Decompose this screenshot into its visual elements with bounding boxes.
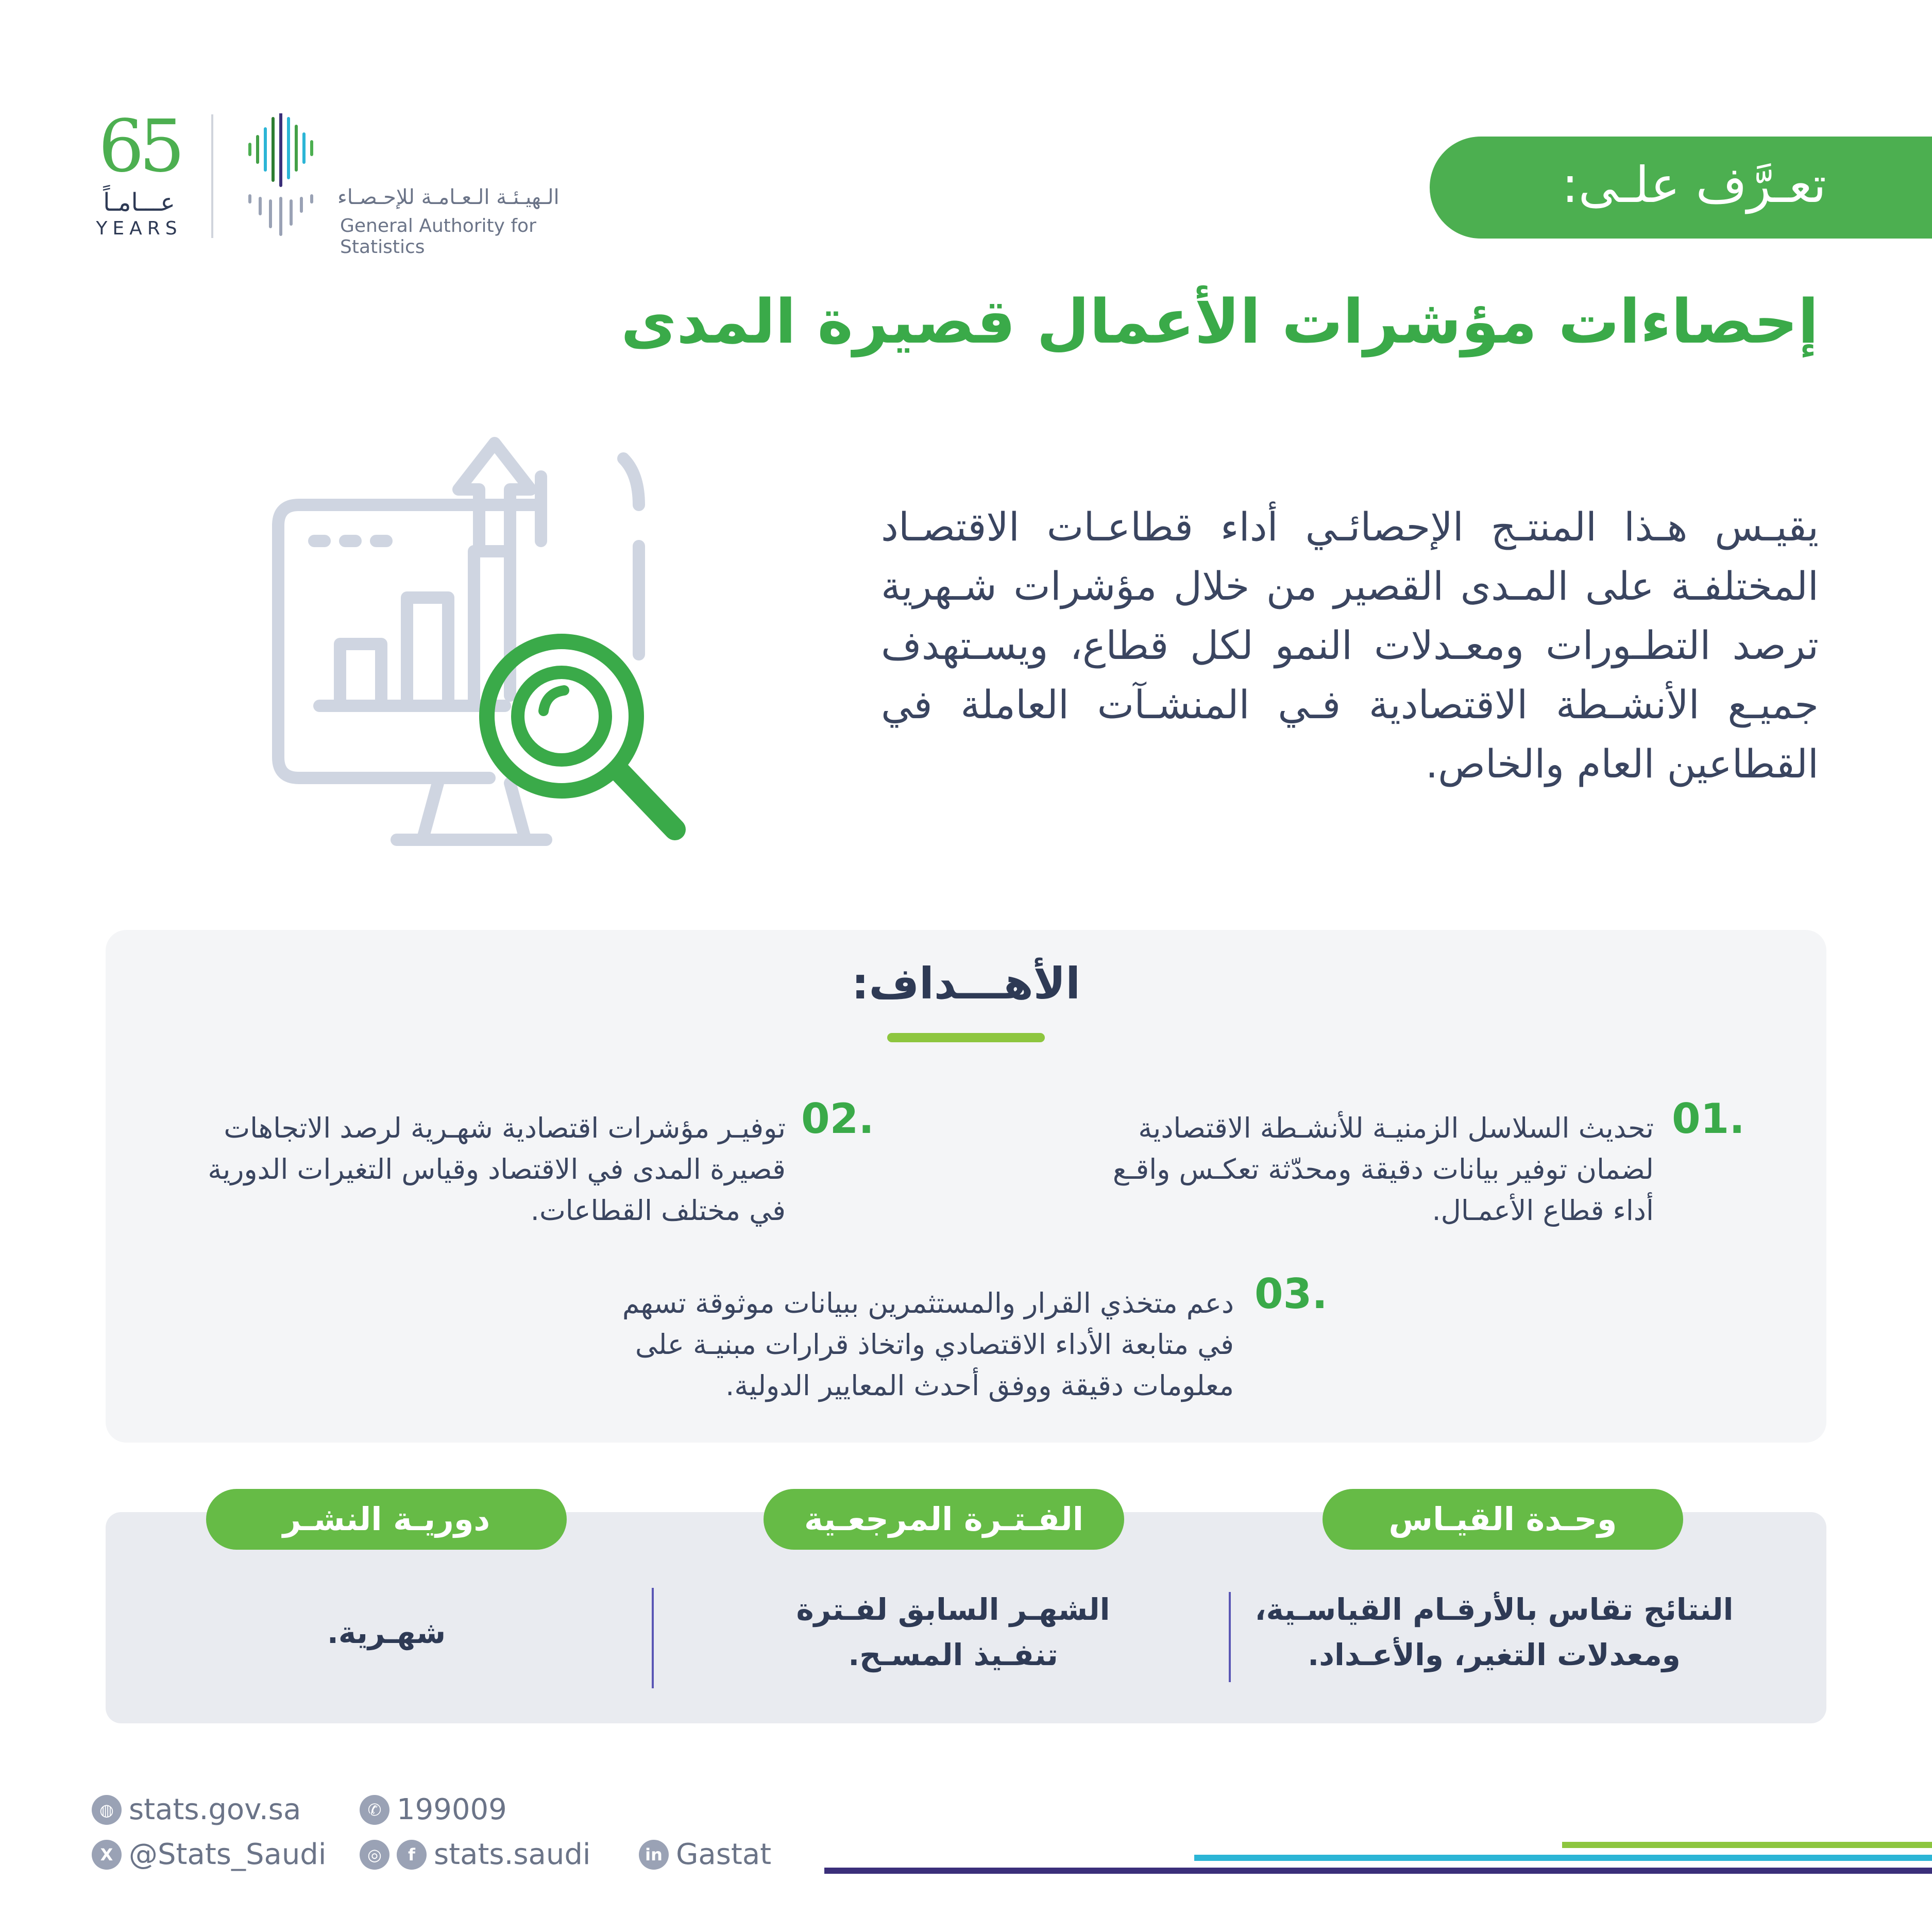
phone-icon: ✆ [360, 1795, 389, 1825]
anniversary-logo [88, 105, 191, 240]
logo-divider [211, 114, 213, 238]
publication-frequency-value: شهـرية. [327, 1615, 446, 1650]
learn-about-label: تعـرَّف علـى: [1562, 156, 1826, 214]
goal-text-03: دعم متخذي القرار والمستثمرين ببيانات موثوقة تسهم في متابعة الأداء الاقتصادي واتخاذ قرارات مبنيـة على معلومات دقيقة ووفق أحدث المعايير الدولية. [622, 1287, 1234, 1402]
info-divider [1229, 1592, 1231, 1682]
footer-stripe-navy [824, 1868, 1932, 1874]
goal-number-03: 03. [1255, 1270, 1328, 1318]
page-title: إحصاءات مؤشرات الأعمال قصيرة المدى [621, 286, 1819, 357]
org-name-en: General Authority for Statistics [340, 215, 536, 258]
globe-icon: ◍ [92, 1795, 122, 1825]
goal-number-02: 02. [801, 1095, 874, 1143]
goal-text-01: تحديث السلاسل الزمنيـة للأنشـطة الاقتصادية لضمان توفير بيانات دقيقة ومحدّثة تعكـس واقـع أداء قطاع الأعمـال. [1112, 1112, 1654, 1227]
phone-link[interactable]: ✆ 199009 [360, 1790, 507, 1826]
monitor-chart-icon [268, 428, 701, 855]
social-link[interactable]: ◎ f stats.saudi [360, 1835, 590, 1871]
goal-number-01: 01. [1672, 1095, 1745, 1143]
twitter-link[interactable]: X @Stats_Saudi [92, 1835, 326, 1871]
gastat-logo-mark [240, 113, 327, 237]
reference-period-pill: الفـتـرة المرجعـية [764, 1489, 1124, 1550]
anniversary-en: YEARS [96, 218, 182, 239]
x-twitter-icon: X [92, 1840, 122, 1870]
footer-stripe-blue [1194, 1855, 1932, 1861]
reference-period-value: الشهـر السابق لفـترة تنفـيذ المسـح. [796, 1592, 1110, 1672]
goals-heading: الأهـــداف: [851, 958, 1081, 1009]
goal-text-02: توفيـر مؤشرات اقتصادية شهـرية لرصد الاتجاهات قصيرة المدى في الاقتصاد وقياس التغيرات الدورية في مختلف القطاعات. [208, 1112, 786, 1227]
info-divider [652, 1588, 654, 1688]
measurement-unit-pill: وحـدة القيـاس [1323, 1489, 1683, 1550]
learn-about-pill [1430, 137, 1932, 239]
publication-frequency-pill: دوريـة النشـر [206, 1489, 567, 1550]
product-description: يقيـس هـذا المنتـج الإحصائـي أداء قطاعـات الاقتصـاد المختلفـة على المـدى القصير من خلال مؤشرات شـهرية ترصد التطـورات ومعـدلات النمو لكل قطاع، ويسـتهدف جميـع الأنشـطة الاقتصادية فـي المنشـآت العاملة في القطاعين العام والخاص. [881, 504, 1819, 787]
linkedin-link[interactable]: in Gastat [639, 1835, 771, 1871]
anniversary-number: 65 [98, 105, 180, 189]
linkedin-icon: in [639, 1840, 669, 1870]
footer-stripe-green [1562, 1842, 1932, 1848]
facebook-icon: f [397, 1840, 427, 1870]
website-link[interactable]: ◍ stats.gov.sa [92, 1790, 301, 1826]
org-name-ar: الـهيـئـة الـعـامـة للإحـصـاء [337, 185, 560, 209]
anniversary-ar: عـــامـاً [103, 188, 175, 217]
goals-underline [887, 1033, 1045, 1042]
instagram-icon: ◎ [360, 1840, 389, 1870]
measurement-unit-value: النتائج تقاس بالأرقـام القياسـية، ومعدلات التغير، والأعـداد. [1255, 1592, 1734, 1672]
